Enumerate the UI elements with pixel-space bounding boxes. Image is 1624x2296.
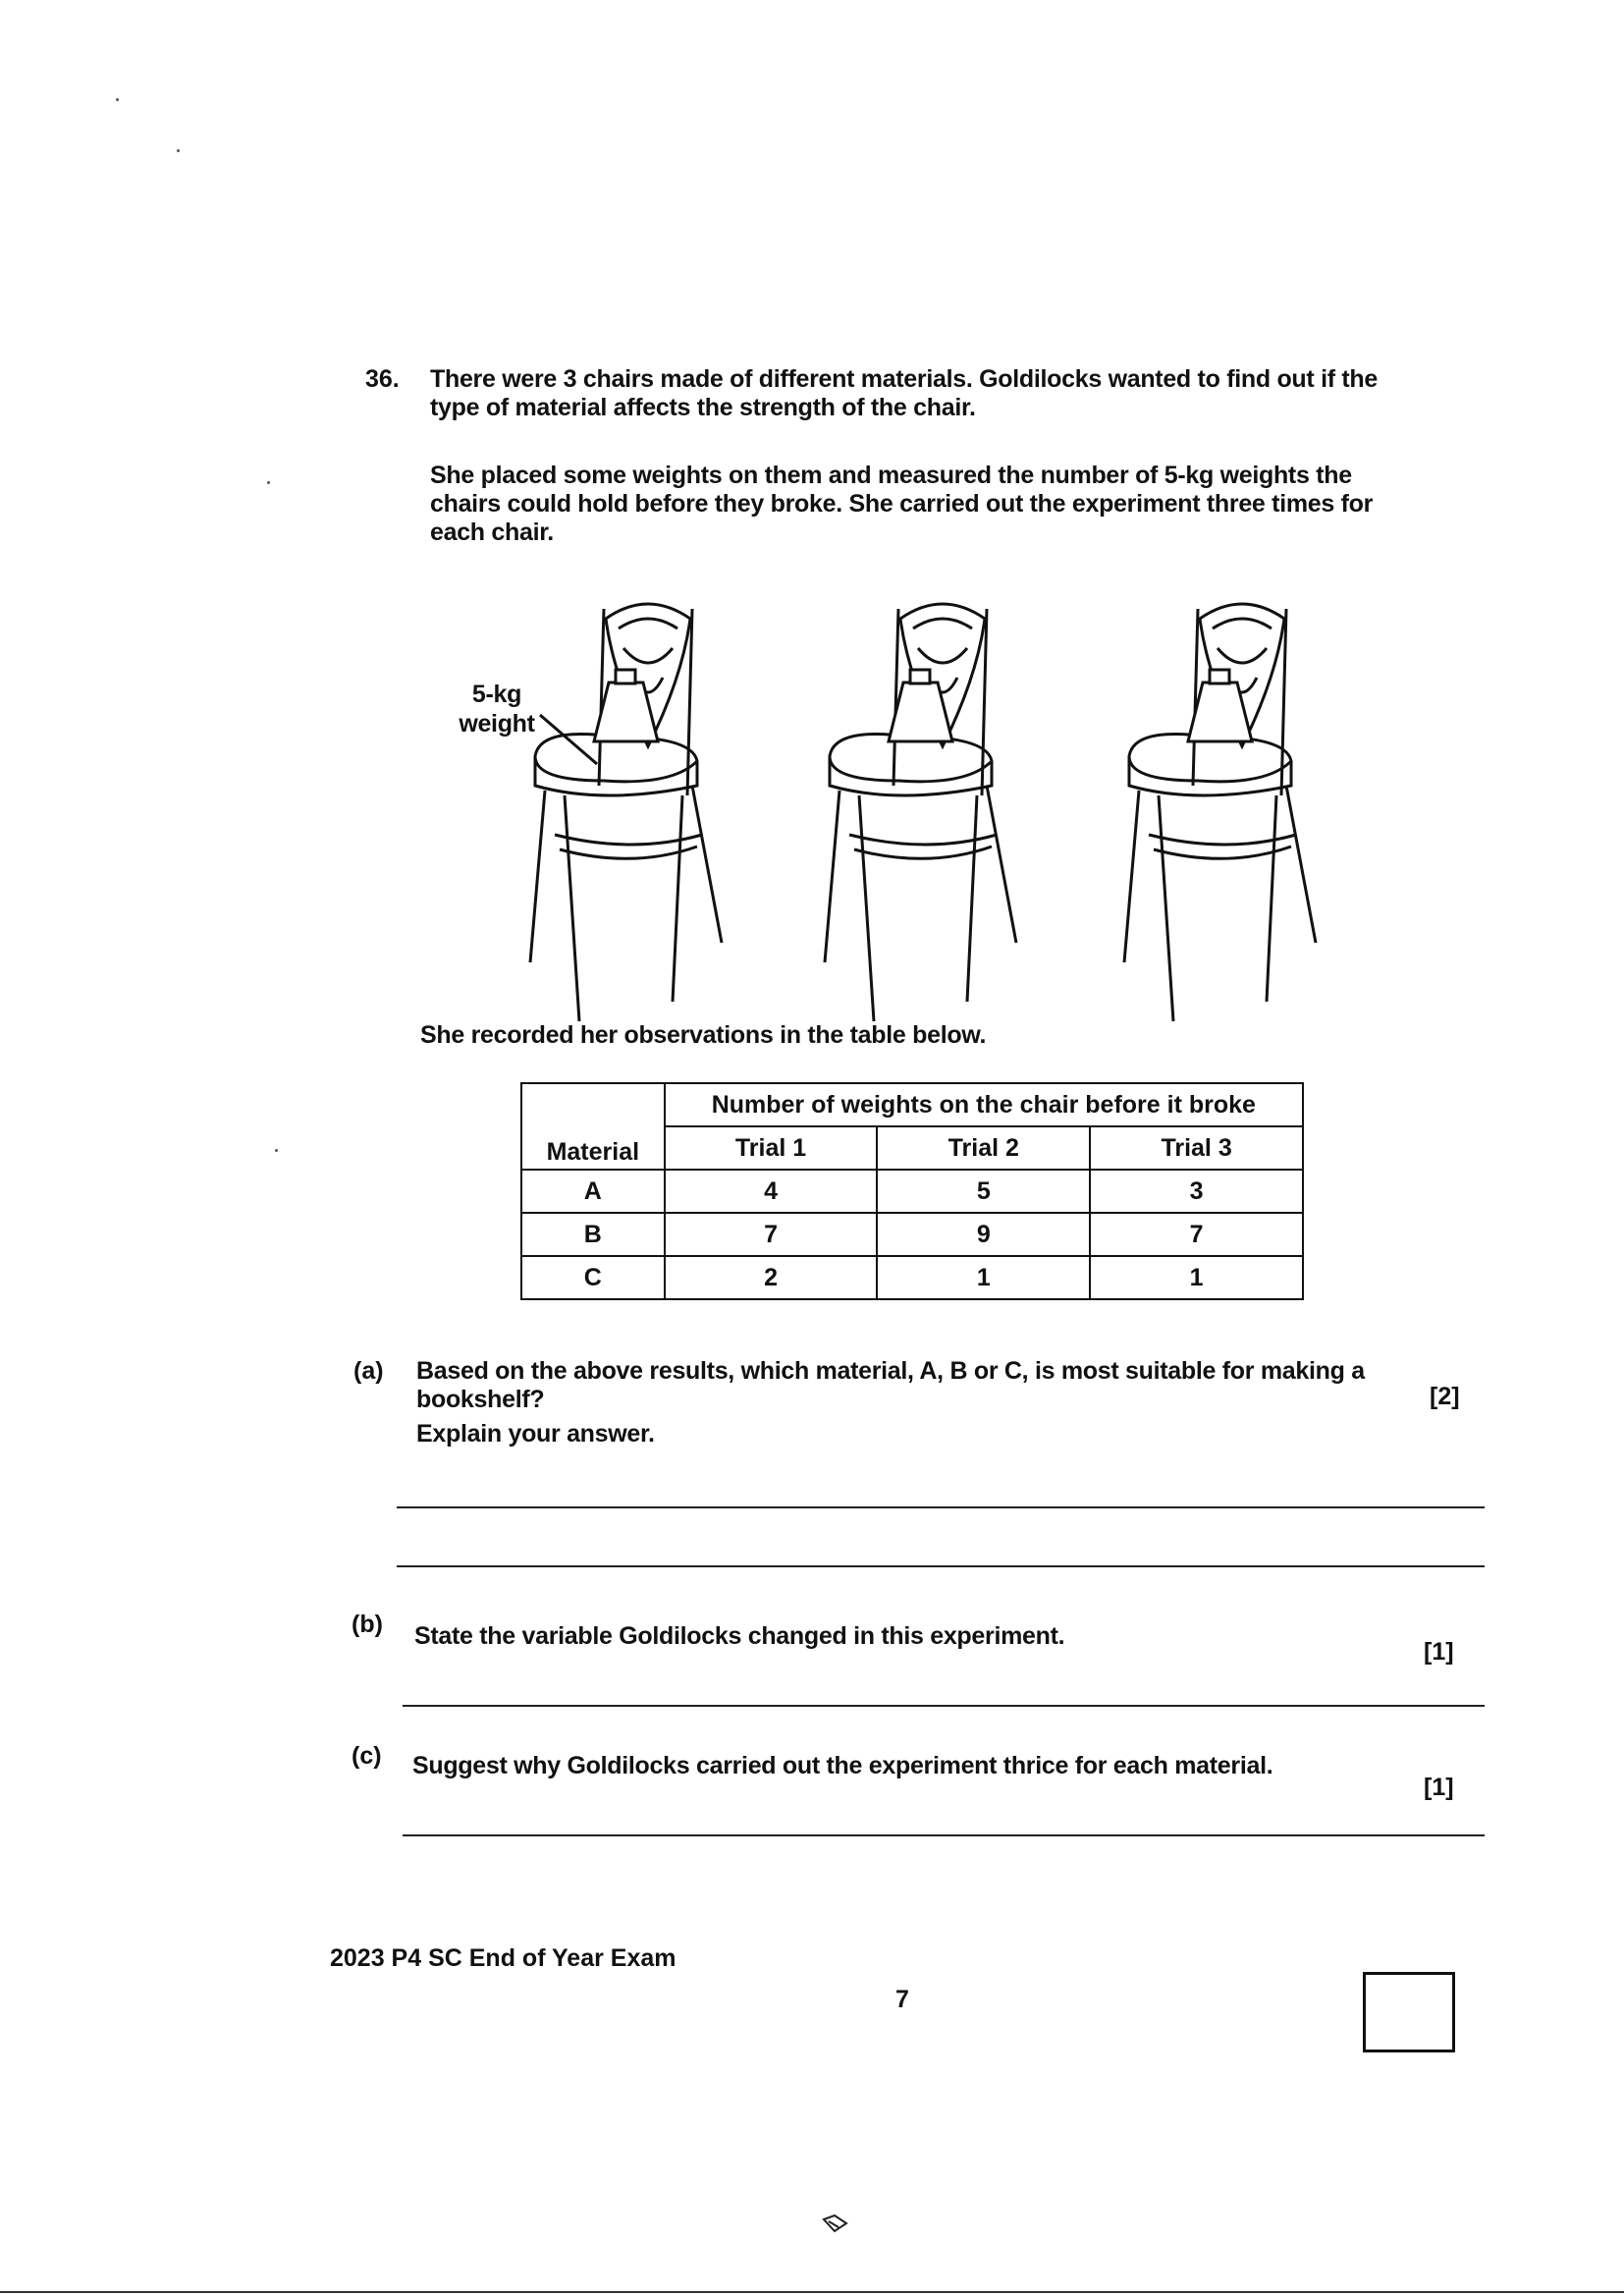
scan-speck — [275, 1149, 278, 1152]
trial-1-header: Trial 1 — [665, 1126, 878, 1170]
answer-line-c[interactable] — [403, 1834, 1485, 1836]
part-c-question: Suggest why Goldilocks carried out the experiment thrice for each material. — [412, 1752, 1273, 1779]
scan-speck — [177, 149, 180, 152]
part-b-question: State the variable Goldilocks changed in this experiment. — [414, 1622, 1065, 1650]
observations-table — [520, 1082, 1304, 1300]
page-bottom-rule — [0, 2291, 1624, 2293]
part-b-label: (b) — [352, 1611, 383, 1638]
question-method: She placed some weights on them and measured the number of 5-kg weights the chairs could hold before they broke. She carried out the experiment three times for each chair. — [430, 462, 1374, 546]
trial-3-header: Trial 3 — [1090, 1126, 1303, 1170]
material-header: Material — [521, 1083, 665, 1170]
part-c-label: (c) — [352, 1742, 382, 1770]
chair-c-drawing — [1090, 589, 1345, 1021]
part-c-marks: [1] — [1424, 1774, 1454, 1801]
part-a-question: Based on the above results, which material, A, B or C, is most suitable for making a bookshelf? — [416, 1357, 1365, 1413]
page-number: 7 — [895, 1986, 909, 2013]
part-a-label: (a) — [353, 1357, 384, 1385]
question-intro: There were 3 chairs made of different materials. Goldilocks wanted to find out if the type of material affects the strength of the chair. — [430, 365, 1378, 421]
trial-cell: 7 — [665, 1213, 878, 1256]
part-a-marks: [2] — [1430, 1383, 1460, 1410]
table-row — [521, 1170, 1303, 1213]
material-cell: C — [521, 1256, 665, 1299]
trial-2-header: Trial 2 — [877, 1126, 1090, 1170]
table-intro: She recorded her observations in the table below. — [420, 1021, 987, 1049]
scan-speck — [267, 481, 270, 484]
table-row — [521, 1213, 1303, 1256]
chair-a-drawing — [496, 589, 751, 1021]
weights-group-header: Number of weights on the chair before it broke — [665, 1083, 1303, 1126]
answer-line-b[interactable] — [403, 1705, 1485, 1707]
chair-b-drawing — [790, 589, 1046, 1021]
chairs-figure — [432, 589, 1434, 1031]
material-cell: A — [521, 1170, 665, 1213]
score-box[interactable] — [1363, 1972, 1455, 2052]
trial-cell: 2 — [665, 1256, 878, 1299]
trial-cell: 9 — [877, 1213, 1090, 1256]
scribble-icon — [821, 2212, 850, 2235]
answer-line-a2[interactable] — [397, 1565, 1485, 1567]
weight-label: 5-kg weight — [459, 681, 535, 738]
trial-cell: 1 — [1090, 1256, 1303, 1299]
exam-title-footer: 2023 P4 SC End of Year Exam — [330, 1944, 677, 1972]
part-b-marks: [1] — [1424, 1638, 1454, 1666]
question-number: 36. — [365, 365, 400, 393]
trial-cell: 3 — [1090, 1170, 1303, 1213]
answer-line-a1[interactable] — [397, 1506, 1485, 1508]
trial-cell: 4 — [665, 1170, 878, 1213]
table-row — [521, 1256, 1303, 1299]
material-cell: B — [521, 1213, 665, 1256]
trial-cell: 1 — [877, 1256, 1090, 1299]
part-a-instruction: Explain your answer. — [416, 1420, 655, 1448]
trial-cell: 7 — [1090, 1213, 1303, 1256]
scan-speck — [116, 98, 119, 101]
trial-cell: 5 — [877, 1170, 1090, 1213]
